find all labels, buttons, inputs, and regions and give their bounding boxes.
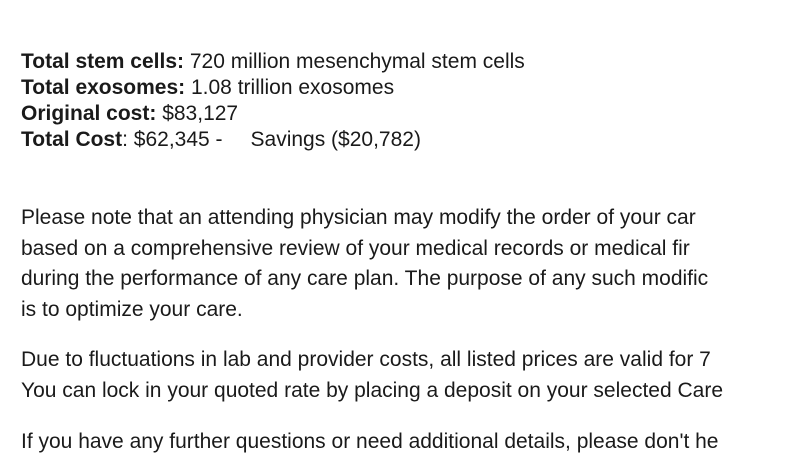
physician-modification-paragraph <box>21 203 708 325</box>
paragraph-line: You can lock in your quoted rate by placing a deposit on your selected Care <box>21 378 724 402</box>
original-cost-value: $83,127 <box>156 102 239 125</box>
total-cost-line <box>21 127 805 153</box>
exosomes-line <box>21 75 805 101</box>
stem-cells-label: Total stem cells: <box>21 50 184 73</box>
savings-value: Savings ($20,782) <box>250 128 421 151</box>
document-body <box>21 49 805 453</box>
paragraph-line: during the performance of any care plan. The purpose of any such modific <box>21 267 709 290</box>
pricing-validity-paragraph <box>21 345 723 406</box>
paragraph-line: Please note that an attending physician may modify the order of your car <box>21 206 696 229</box>
total-cost-value: : $62,345 - <box>122 128 223 151</box>
original-cost-line <box>21 101 805 127</box>
exosomes-label: Total exosomes: <box>21 76 186 99</box>
paragraph-line: If you have any further questions or need additional details, please don't he <box>21 430 719 453</box>
paragraph-line: based on a comprehensive review of your medical records or medical fir <box>21 236 690 260</box>
stem-cells-value: 720 million mesenchymal stem cells <box>184 50 525 73</box>
questions-paragraph <box>21 427 718 458</box>
paragraph-line: Due to fluctuations in lab and provider costs, all listed prices are valid for 7 <box>21 348 711 371</box>
total-cost-label: Total Cost <box>21 128 123 151</box>
stem-cells-line <box>21 49 805 75</box>
exosomes-value: 1.08 trillion exosomes <box>185 76 395 99</box>
paragraph-line: is to optimize your care. <box>21 297 243 321</box>
original-cost-label: Original cost: <box>21 102 157 125</box>
